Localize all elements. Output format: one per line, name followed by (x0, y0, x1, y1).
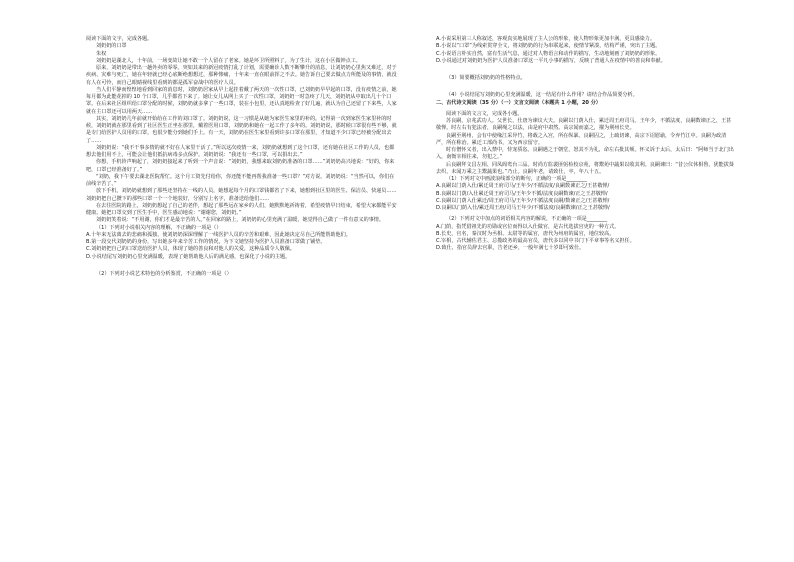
q1-option-b: B.第一段交代刘奶奶的身份，写出她多年来辛苦工作的情况，为下文她坚持为医护人员准备口罩做了铺垫。 (86, 239, 326, 245)
q6-option-d: D.致仕，指官员辞去官职，告老还乡，一般年满七十岁即可致仕。 (436, 245, 585, 252)
q6-option-c: C.宰相，古代辅佐君主、总揽政务的最高官员，唐代多以同中书门下平章事等名义担任。 (436, 238, 635, 244)
story-paragraph: “刘奶，我下午要去湖北医院帮忙。这个月工资先付给你，你还能不能再帮我准备一些口罩？”对方说。刘奶奶说：“当然可以，你们在前线辛苦了。” (86, 173, 395, 187)
ancient-paragraph: 后良嗣拜文昌左相、同凤阁鸾台三品。时尚方监裴匪躬检校京苑，将鬻苑中蔬果以收其利。良嗣谏曰：“昔公仪休相鲁，犹能拔葵去织，未闻万乘之主鬻蔬果也。”乃止。良嗣年老，请致仕，卒，年八十五。 (436, 161, 734, 175)
question-5: （1）下列对文中画波浪线部分的断句，正确的一项是________ (446, 176, 587, 182)
q5-option-b: B.良嗣以门荫/入仕累迁周王府司马/王年少不循/法度良嗣数谏/正之王甚敬惮/ (436, 190, 608, 197)
left-column (86, 36, 398, 278)
story-paragraph: 你想，手机铃声响起了，刘奶奶接起来了听到一个声音说：“刘奶奶，我想来取刘奶奶准备的口罩……”刘奶奶高兴地说：“好的，你来吧，口罩已经准备好了。” (86, 159, 395, 173)
story-paragraph: 其实，刘奶奶几年前就开始给在工作的刘口罩了。刘奶奶说，这一习惯是从她为家医生家里的补的。记得第一次到家医生家里补的时候，刘奶奶就在那里看到了社区医生正坐在那里，戴着医用口罩，刘奶奶和她在一起工作了多年的。刘奶奶说，那时候口罩很有些不够，就是专门给医护人员用的口罩，也很少能分到她们手上。有一天，刘奶奶在医生家里看到许多口罩在那里，才知道不少口罩已经被分配出去了…… (86, 115, 397, 144)
q1-option-d: D.小说结尾写刘奶奶心里充满温暖，表现了她帮助他人后的满足感，也深化了小说的主题。 (86, 253, 291, 260)
question-3: （3）简要概括刘奶奶的性格特点。 (446, 75, 526, 81)
q2-option-d: D.小说通过对刘奶奶为医护人员准备口罩这一平凡小事的描写，反映了普通人在疫情中的善良和奉献。 (436, 57, 666, 64)
story-paragraph: 刘奶奶是湖北人，十年前，一场变故让她不敢一个人留在了老家。她是坏卫所照料了，为了生计，这在小区做钟点工。 (96, 57, 361, 64)
question-4: （4）小说结尾写刘奶奶心里充满温暖，这一结尾有什么作用？请结合作品简要分析。 (446, 92, 638, 99)
question-1: （1）下列对小说相关内容的理解，不正确的一项是（） (96, 224, 222, 231)
story-paragraph: 当人们平静而惶惶地看到回家的消息时，刘奶奶居家从早上起挂着戴了两天的一次性口罩，已刘奶奶早早起的口罩，没有疫情之前，她每月都为此能花掉的 10 个口罩，几乎都省下来了。她让女儿从网上买了一次性口罩，刘奶奶一时急疼了几天，刘奶奶从中取出几十个口罩。在后来社区组织给口罩分配的时候，刘奶奶就多拿了一些口罩，装在小包里，还认真地检查了好几遍，就认为自己还留了下来些，人家就在主口罩还可以用两天…… (86, 86, 397, 115)
story-paragraph: 在去往医院的路上，刘奶奶想起了自己的老伴，想起了那些远在家乡的人们，她默默地祈祷着，希望疫情早日结束，希望大家都能平安健康。她把口罩交到了医生手中，医生感动地说：“谢谢您，刘奶奶。” (86, 202, 397, 216)
q5-option-c: C.良嗣以门荫入仕累迁/周王府司马/王年少/不循法度良嗣/数谏正之/王甚敬惮/ (436, 197, 610, 204)
section-heading: 二、古代诗文阅读（35 分）（一）文言文阅读（本题共 1 小题，20 分） (436, 99, 601, 106)
q2-option-a: A.小说采用第三人称叙述，客观真实地展现了主人公的形象，使人物形象更加丰满，更具感染力。 (436, 36, 655, 42)
ancient-paragraph: 良嗣至荆州，会有中使缘江采异竹，将载之入宫，所在纵暴。良嗣囚之，上疏切谏，高宗下诏慰谕，令弃竹江中。良嗣为政清严，所在称治。累迁工部尚书，又为西京留守。 (436, 132, 727, 146)
q1-option-c: C.刘奶奶把自己的口罩送给医护人员，体现了她的善良和对他人的关爱，这种品质令人敬佩。 (86, 246, 295, 253)
right-column (436, 36, 736, 253)
ancient-paragraph: 苏良嗣，京兆武功人。父世长，仕唐为谏议大夫。良嗣以门荫入仕，累迁周王府司马。王年少，不循法度，良嗣数谏正之，王甚敬惮。时左右有犯法者，良嗣绳之以法，由是府中肃然。高宗闻而嘉之，擢为荆州长史。 (436, 118, 732, 132)
question-2: （2）下列对小说艺术特色的分析鉴赏，不正确的一项是（） (96, 270, 232, 277)
q2-option-b: B.小说以“口罩”为线索贯穿全文，将刘奶奶的行为串联起来，使情节紧凑，结构严谨，突出了主题。 (436, 43, 661, 50)
story-paragraph: 放下手机，刘奶奶就想到了那些还坚持在一线的人员，她想起每个月的口罩钱都省了下来，她想到社区里的医生、保洁员、快递员……刘奶奶把自己攒下的那些口罩一个一个地装好，分别写上名字，准备送给他们…… (86, 188, 397, 202)
reading-intro: 阅读下面的文字，完成各题。 (86, 36, 153, 42)
ancient-paragraph: 时有僧怀义者，出入禁中，恃宠骄恣。良嗣遇之于朝堂，怒其不为礼，命左右批其颊。怀义诉于太后，太后曰：“阿师当于北门出入，南衙宰相往来，勿犯之。” (436, 147, 734, 161)
story-paragraph: 原来，刘奶奶是带出一趟外卖的零零。突如其来的新冠疫情打乱了计划，需要确诊人数不断攀升的消息，让刘奶奶心里焦又难过，对于疾病、灾难与死亡，她在年轻就已经心底断绝想想过，那种惨痛，十年来一直在眼前挥之不去。她告诉自己要去做点力所能及的事情，就没有人在可怜，而自己眼睛视线里看到的都是孤军奋战中的医疗人员。 (86, 65, 397, 86)
story-paragraph: 刘奶奶笑着说：“不用谢，你们才是最辛苦的人。”在回家的路上，刘奶奶的心里充满了温暖，她觉得自己做了一件有意义的事情。 (96, 217, 384, 224)
story-author: 朱权 (96, 50, 107, 57)
story-title: 刘奶奶的口罩 (96, 43, 127, 50)
q6-option-a: A.门荫，指凭借祖先的功勋或官位而得以入仕做官，是古代选拔官吏的一种方式。 (436, 223, 620, 230)
q5-option-d: D.良嗣以门荫入仕/累迁周王府/司马王年少/不循法度/良嗣数谏/正之王甚敬惮/ (436, 205, 610, 211)
q5-option-a: A.良嗣以门荫入仕/累迁周王府司马/王年少/不循法度/良嗣数谏正之/王甚敬惮/ (436, 183, 610, 190)
q1-option-a: A.十年来无法离去的悲痛和孤独，使刘奶奶深深理解了一线医护人员的辛苦和艰难，因此她决定尽自己所能帮助他们。 (86, 231, 351, 238)
q6-option-b: B.长史，官名，秦汉时为丞相、太尉等的属官，唐代为州府的属官，地位较高。 (436, 230, 615, 237)
ancient-intro: 阅读下面的文言文，完成各小题。 (446, 110, 523, 117)
q2-option-c: C.小说语言朴实自然，富有生活气息，通过对人物语言和动作的描写，生动地刻画了刘奶奶的形象。 (436, 50, 661, 57)
story-paragraph: 刘奶奶说：“我不干事多情的就不好在人家里干活了。”所以这次疫情一来，刘奶奶就想到了这个口罩，还有她在社区工作的人员，也都想去他们用不上，可能会让他们抵抗病毒多点保护。刘奶奶说：“我还有一些口罩，可以捐出去。” (86, 144, 395, 158)
question-6: （2）下列对文中加点的词语相关内容的解说，不正确的一项是________ (446, 216, 608, 223)
